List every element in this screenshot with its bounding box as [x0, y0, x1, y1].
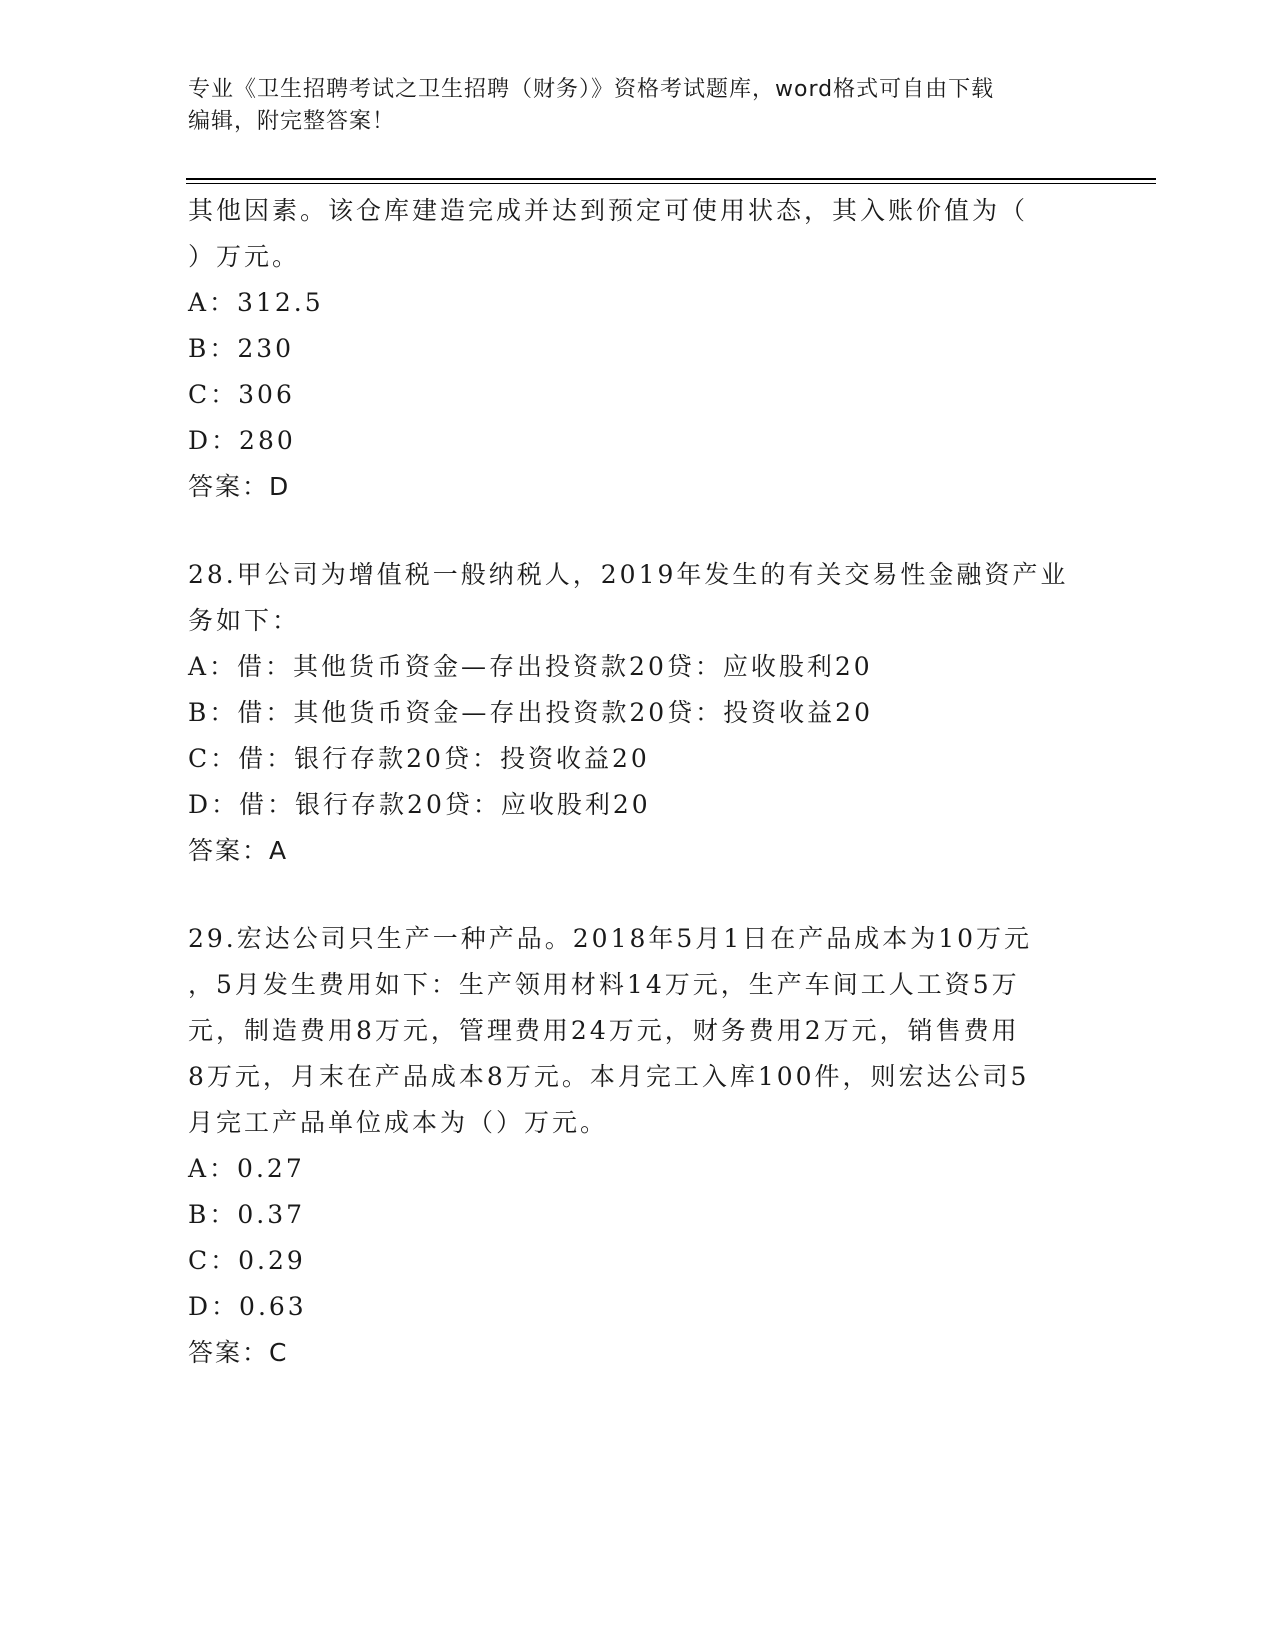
question-27 — [188, 188, 1088, 510]
header-divider-thick — [186, 178, 1156, 180]
question-stem-line: 务如下： — [188, 606, 301, 635]
header-divider-thin — [186, 183, 1156, 184]
option-c: C：0.29 — [188, 1246, 306, 1275]
option-d: D：借：银行存款20贷：应收股利20 — [188, 790, 651, 819]
question-content — [188, 188, 1088, 1376]
answer-line: 答案：A — [188, 836, 289, 865]
option-b: B：230 — [188, 334, 295, 363]
option-d: D：0.63 — [188, 1292, 307, 1321]
option-a: A：312.5 — [188, 288, 324, 317]
question-28 — [188, 552, 1088, 874]
option-a: A：借：其他货币资金—存出投资款20贷：应收股利20 — [188, 652, 873, 681]
question-stem-line: 元，制造费用8万元，管理费用24万元，财务费用2万元，销售费用 — [188, 1016, 1020, 1045]
option-b: B：0.37 — [188, 1200, 306, 1229]
header-line-1: 专业《卫生招聘考试之卫生招聘（财务）》资格考试题库，word格式可自由下载 — [188, 77, 995, 102]
question-stem-line: 8万元，月末在产品成本8万元。本月完工入库100件，则宏达公司5 — [188, 1062, 1030, 1091]
option-b: B：借：其他货币资金—存出投资款20贷：投资收益20 — [188, 698, 873, 727]
question-stem-line: ，5月发生费用如下：生产领用材料14万元，生产车间工人工资5万 — [188, 970, 1020, 999]
option-a: A：0.27 — [188, 1154, 305, 1183]
question-spacer — [188, 874, 1088, 916]
question-stem-line: ）万元。 — [188, 242, 301, 271]
question-stem-line: 其他因素。该仓库建造完成并达到预定可使用状态，其入账价值为（ — [188, 196, 1029, 225]
question-spacer — [188, 510, 1088, 552]
option-c: C：借：银行存款20贷：投资收益20 — [188, 744, 650, 773]
question-29 — [188, 916, 1088, 1376]
option-d: D：280 — [188, 426, 296, 455]
answer-line: 答案：D — [188, 472, 291, 501]
document-header — [188, 74, 1068, 138]
option-c: C：306 — [188, 380, 295, 409]
question-stem-line: 28.甲公司为增值税一般纳税人，2019年发生的有关交易性金融资产业 — [188, 560, 1069, 589]
question-stem-line: 29.宏达公司只生产一种产品。2018年5月1日在产品成本为10万元 — [188, 924, 1033, 953]
answer-line: 答案：C — [188, 1338, 289, 1367]
question-stem-line: 月完工产品单位成本为（）万元。 — [188, 1108, 609, 1137]
header-line-2: 编辑，附完整答案！ — [188, 109, 396, 134]
